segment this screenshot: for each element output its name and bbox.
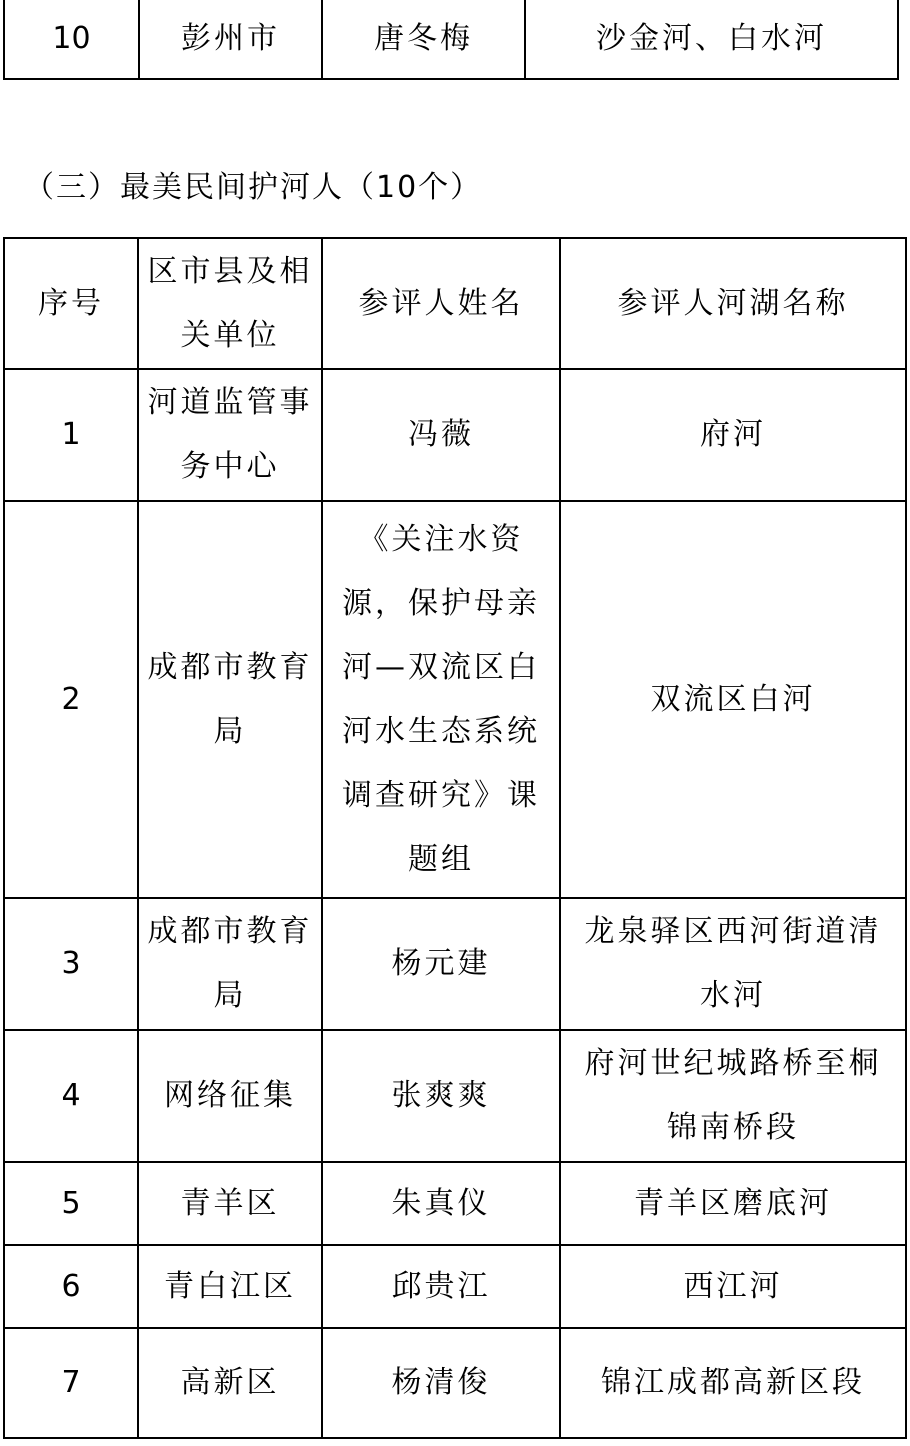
unit-cell: 河道监管事务中心	[138, 369, 322, 501]
table-row	[4, 898, 906, 1030]
header-no: 序号	[4, 238, 138, 369]
river-cell: 府河	[560, 369, 906, 501]
unit-cell: 青羊区	[138, 1162, 322, 1245]
name-cell: 朱真仪	[322, 1162, 560, 1245]
header-name: 参评人姓名	[322, 238, 560, 369]
unit-cell: 成都市教育局	[138, 501, 322, 898]
table-row	[4, 1328, 906, 1438]
name-cell: 杨清俊	[322, 1328, 560, 1438]
name-cell: 《关注水资源，保护母亲河—双流区白河水生态系统调查研究》课题组	[322, 501, 560, 898]
row-number: 3	[4, 898, 138, 1030]
river-cell: 青羊区磨底河	[560, 1162, 906, 1245]
unit-cell: 网络征集	[138, 1030, 322, 1162]
name-cell: 杨元建	[322, 898, 560, 1030]
row-number: 7	[4, 1328, 138, 1438]
name-cell: 邱贵江	[322, 1245, 560, 1328]
row-number: 4	[4, 1030, 138, 1162]
unit-cell: 成都市教育局	[138, 898, 322, 1030]
river-cell: 沙金河、白水河	[525, 0, 898, 79]
previous-table-fragment	[3, 0, 899, 80]
river-cell: 西江河	[560, 1245, 906, 1328]
header-unit: 区市县及相关单位	[138, 238, 322, 369]
table-row	[4, 1030, 906, 1162]
name-cell: 冯薇	[322, 369, 560, 501]
name-cell: 唐冬梅	[322, 0, 525, 79]
section-heading: （三）最美民间护河人（10个）	[24, 170, 483, 205]
river-cell: 龙泉驿区西河街道清水河	[560, 898, 906, 1030]
table-row	[4, 1245, 906, 1328]
table-row	[4, 369, 906, 501]
table-row	[4, 0, 898, 79]
river-cell: 府河世纪城路桥至桐锦南桥段	[560, 1030, 906, 1162]
row-number: 1	[4, 369, 138, 501]
table-row	[4, 501, 906, 898]
row-number: 5	[4, 1162, 138, 1245]
header-row	[4, 238, 906, 369]
row-number: 6	[4, 1245, 138, 1328]
name-cell: 张爽爽	[322, 1030, 560, 1162]
unit-cell: 青白江区	[138, 1245, 322, 1328]
row-number: 10	[4, 0, 139, 79]
header-river: 参评人河湖名称	[560, 238, 906, 369]
row-number: 2	[4, 501, 138, 898]
table-row	[4, 1162, 906, 1245]
river-cell: 双流区白河	[560, 501, 906, 898]
river-guardian-table	[3, 237, 907, 1439]
unit-cell: 高新区	[138, 1328, 322, 1438]
river-cell: 锦江成都高新区段	[560, 1328, 906, 1438]
unit-cell: 彭州市	[139, 0, 322, 79]
